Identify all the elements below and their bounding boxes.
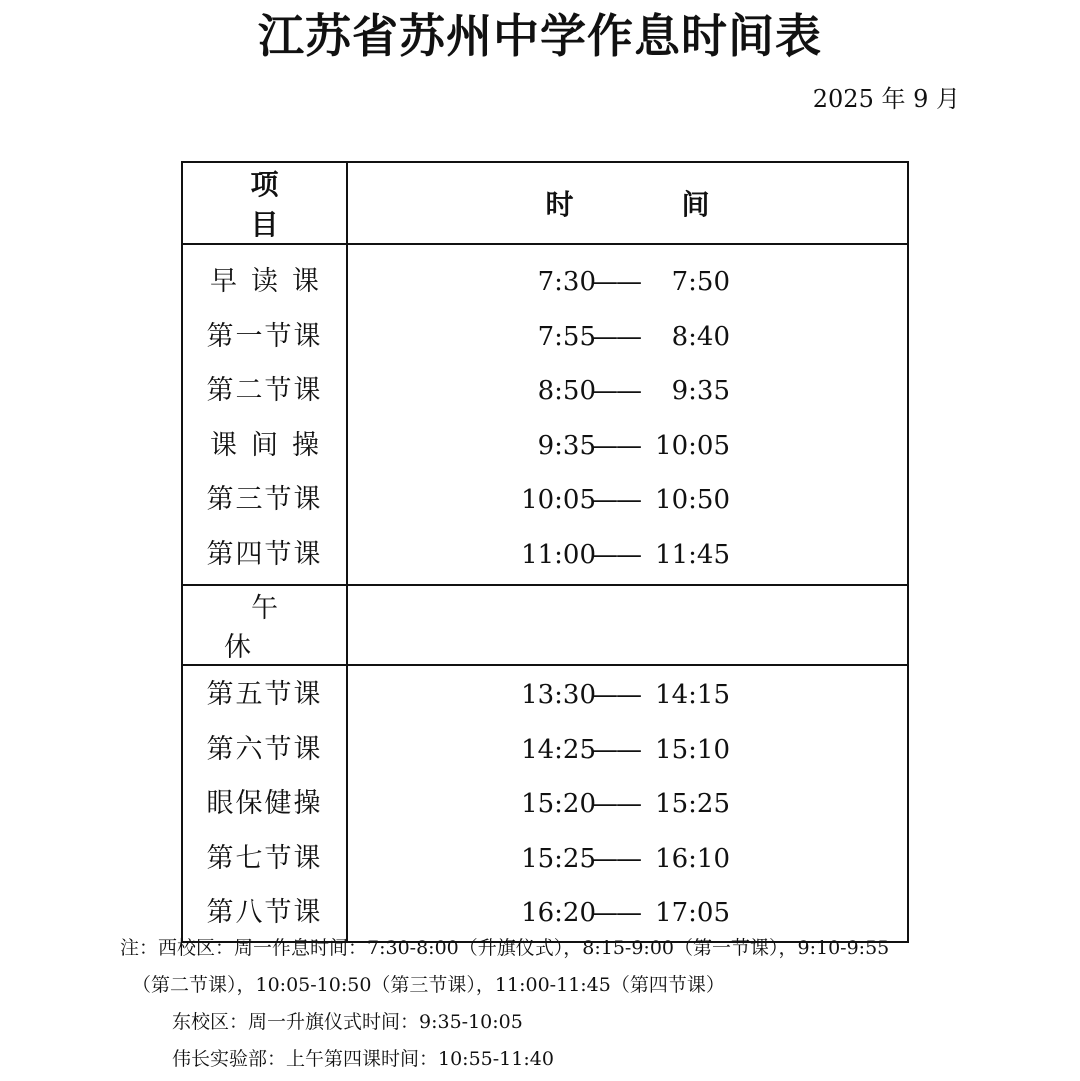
morning-times-cell xyxy=(347,244,908,585)
time-end: 10:50 xyxy=(655,485,730,515)
header-item: 项目 xyxy=(182,162,347,244)
range-dash: —— xyxy=(592,321,640,352)
schedule-item-label: 第三节课 xyxy=(206,484,323,515)
time-start: 10:05 xyxy=(521,485,596,515)
range-dash: —— xyxy=(592,485,640,515)
range-dash: —— xyxy=(592,430,640,461)
noon-row xyxy=(182,585,908,665)
schedule-time-range xyxy=(348,832,907,887)
range-dash: —— xyxy=(592,734,640,765)
time-end: 17:05 xyxy=(655,898,730,928)
header-time: 时间 xyxy=(347,162,908,244)
morning-labels-cell xyxy=(182,244,347,585)
schedule-item-label: 第四节课 xyxy=(206,538,323,570)
schedule-time-range xyxy=(348,310,907,365)
schedule-item-label: 课间操 xyxy=(210,429,333,461)
note-line: 伟长实验部：上午第四课时间：10:55-11:40 xyxy=(172,1048,554,1070)
time-end: 16:10 xyxy=(655,843,730,874)
time-end: 7:50 xyxy=(671,267,730,297)
schedule-item-label: 眼保健操 xyxy=(206,788,323,819)
schedule-time-range xyxy=(348,777,907,832)
notes-section xyxy=(120,930,1020,1078)
time-start: 7:55 xyxy=(537,321,596,352)
time-end: 10:05 xyxy=(655,430,730,461)
schedule-item-label: 第一节课 xyxy=(206,320,323,352)
schedule-item-label: 第八节课 xyxy=(206,897,323,928)
schedule-time-range xyxy=(348,528,907,583)
time-start: 8:50 xyxy=(537,376,596,406)
schedule-table xyxy=(181,161,909,943)
time-end: 9:35 xyxy=(671,376,730,406)
noon-label-cell xyxy=(182,585,347,665)
time-end: 15:10 xyxy=(655,734,730,765)
range-dash: —— xyxy=(592,789,640,819)
range-dash: —— xyxy=(592,267,640,297)
time-end: 15:25 xyxy=(655,789,730,819)
schedule-time-range xyxy=(348,419,907,474)
schedule-item-label: 早读课 xyxy=(210,266,333,297)
schedule-time-range xyxy=(348,364,907,419)
time-end: 8:40 xyxy=(671,321,730,352)
schedule-item-label: 第二节课 xyxy=(206,375,323,406)
document-title: 江苏省苏州中学作息时间表 xyxy=(258,9,822,63)
time-start: 15:25 xyxy=(521,843,596,874)
range-dash: —— xyxy=(592,539,640,570)
schedule-time-range xyxy=(348,255,907,310)
schedule-item-label: 第七节课 xyxy=(206,842,323,874)
time-start: 9:35 xyxy=(537,430,596,461)
noon-label: 午休 xyxy=(224,593,332,663)
noon-time-cell xyxy=(347,585,908,665)
time-end: 11:45 xyxy=(655,539,730,570)
note-line: 东校区：周一升旗仪式时间：9:35-10:05 xyxy=(172,1011,523,1033)
morning-group xyxy=(182,244,908,585)
table-header-row xyxy=(182,162,908,244)
document-date: 2025 年 9 月 xyxy=(812,85,960,113)
schedule-time-range xyxy=(348,473,907,528)
afternoon-labels-cell xyxy=(182,665,347,942)
afternoon-group xyxy=(182,665,908,942)
schedule-item-label: 第六节课 xyxy=(206,733,323,765)
note-line: （第二节课），10:05-10:50（第三节课），11:00-11:45（第四节课） xyxy=(132,974,725,996)
time-start: 13:30 xyxy=(521,680,596,710)
time-start: 7:30 xyxy=(537,267,596,297)
schedule-item-label: 第五节课 xyxy=(206,679,323,710)
schedule-time-range xyxy=(348,668,907,723)
time-end: 14:15 xyxy=(655,680,730,710)
time-start: 11:00 xyxy=(521,539,596,570)
range-dash: —— xyxy=(592,843,640,874)
time-start: 15:20 xyxy=(521,789,596,819)
range-dash: —— xyxy=(592,376,640,406)
range-dash: —— xyxy=(592,898,640,928)
time-start: 14:25 xyxy=(521,734,596,765)
afternoon-times-cell xyxy=(347,665,908,942)
note-line: 注：西校区：周一作息时间：7:30-8:00（升旗仪式），8:15-9:00（第一节课），9:10-9:55 xyxy=(120,937,890,959)
schedule-time-range xyxy=(348,723,907,778)
time-start: 16:20 xyxy=(521,898,596,928)
range-dash: —— xyxy=(592,680,640,710)
